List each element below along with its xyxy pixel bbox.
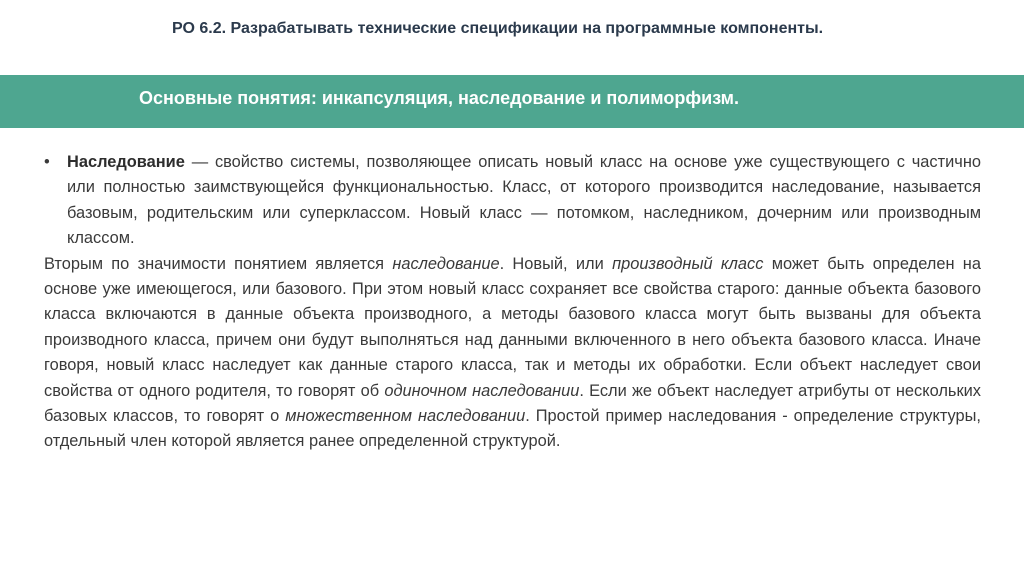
bullet-marker: •	[44, 153, 50, 171]
banner-title: Основные понятия: инкапсуляция, наследование и полиморфизм.	[139, 88, 740, 108]
para-text-1: Вторым по значимости понятием является	[44, 254, 393, 273]
para-text-5: . Простой пример наследования - определение структуры, отдельный член которой является ранее определенной структурой.	[44, 407, 981, 451]
section-banner	[0, 75, 1024, 128]
para-text-3: может быть определен на основе уже имеющегося, или базового. При этом новый класс сохраняет все свойства старого: данные объекта базового класса включаются в данные объекта производного, а методы базового класса могут быть вызваны для объекта производного класса, причем они будут выполняться над данными включенного в него объекта базового класса. Иначе говоря, новый класс наследует как данные старого класса, так и методы их обработки. Если объект наследует свои свойства от одного родителя, то говорят об	[44, 254, 981, 400]
slide-header-title: РО 6.2. Разрабатывать технические спецификации на программные компоненты.	[172, 20, 824, 37]
body-paragraph	[44, 252, 981, 455]
para-emphasis-multiple-inheritance: множественном наследовании	[285, 407, 526, 426]
bullet-text: — свойство системы, позволяющее описать новый класс на основе уже существующего с частично или полностью заимствующейся функциональностью. Класс, от которого производится наследование, называется базовым, родительским или суперклассом. Новый класс — потомком, наследником, дочерним или производным классом.	[67, 153, 981, 248]
slide-content	[44, 150, 981, 455]
para-emphasis-derived-class: производный класс	[612, 254, 764, 273]
para-emphasis-inheritance: наследование	[392, 254, 500, 273]
bullet-item-inheritance	[44, 150, 981, 252]
term-inheritance: Наследование	[67, 153, 185, 171]
para-text-2: . Новый, или	[499, 254, 613, 273]
para-text-4: . Если же объект наследует атрибуты от нескольких базовых классов, то говорят о	[44, 381, 981, 426]
para-emphasis-single-inheritance: одиночном наследовании	[384, 381, 580, 400]
